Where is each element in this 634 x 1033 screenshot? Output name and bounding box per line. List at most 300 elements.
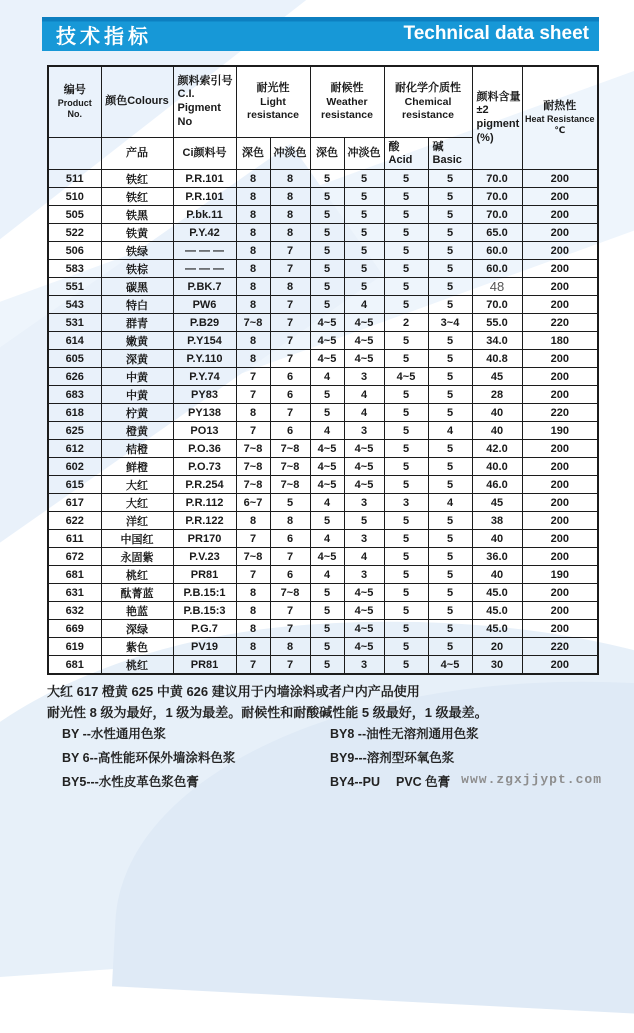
table-cell: 200 <box>522 584 598 602</box>
table-cell: 617 <box>48 494 101 512</box>
table-cell: 5 <box>344 170 384 188</box>
table-cell: 桃红 <box>101 656 173 675</box>
table-cell: PO13 <box>173 422 236 440</box>
table-cell: 5 <box>428 602 472 620</box>
table-cell: 6~7 <box>236 494 270 512</box>
table-row <box>48 656 598 675</box>
table-cell: 7~8 <box>236 476 270 494</box>
table-cell: 5 <box>428 368 472 386</box>
table-cell: 5 <box>428 332 472 350</box>
table-cell: 4 <box>344 296 384 314</box>
col-weather-zh: 耐候性 <box>330 82 364 94</box>
table-cell: 605 <box>48 350 101 368</box>
legend-item: BY5---水性皮革色浆色膏 <box>62 775 199 789</box>
table-cell: 4 <box>344 386 384 404</box>
table-cell: 5 <box>384 332 428 350</box>
legend-row <box>62 748 602 766</box>
technical-data-table <box>47 65 599 675</box>
legend-row <box>62 724 602 742</box>
table-cell: 5 <box>428 530 472 548</box>
subcol-ci-no: Ci颜料号 <box>173 138 236 170</box>
table-cell: 4 <box>310 530 344 548</box>
table-cell: 8 <box>270 188 310 206</box>
table-cell: 铁红 <box>101 188 173 206</box>
legend-item: BY --水性通用色浆 <box>62 727 166 741</box>
table-body <box>48 170 598 675</box>
title-banner <box>42 17 599 51</box>
table-row <box>48 530 598 548</box>
table-cell: 5 <box>428 584 472 602</box>
table-cell: 5 <box>384 440 428 458</box>
table-cell: 7 <box>270 332 310 350</box>
table-cell: 200 <box>522 242 598 260</box>
table-cell: 7 <box>270 602 310 620</box>
table-cell: 7~8 <box>236 440 270 458</box>
col-product-no-zh: 编号 <box>63 83 86 96</box>
table-cell: 200 <box>522 620 598 638</box>
table-cell: 5 <box>310 404 344 422</box>
table-cell: 510 <box>48 188 101 206</box>
table-cell: 铁绿 <box>101 242 173 260</box>
table-cell: 622 <box>48 512 101 530</box>
col-heat-resistance <box>522 66 598 170</box>
table-cell: 200 <box>522 458 598 476</box>
table-cell: 5 <box>384 386 428 404</box>
table-cell: 4 <box>428 494 472 512</box>
col-product-no <box>48 66 101 138</box>
table-cell: 深黄 <box>101 350 173 368</box>
subcol-acid-zh: 酸 <box>388 140 400 153</box>
table-cell: 7 <box>270 350 310 368</box>
table-cell: 大红 <box>101 494 173 512</box>
table-cell: 中黄 <box>101 386 173 404</box>
table-cell: 4~5 <box>384 368 428 386</box>
table-cell: 683 <box>48 386 101 404</box>
table-cell: 5 <box>428 188 472 206</box>
table-cell: 5 <box>384 404 428 422</box>
table-cell: 8 <box>236 512 270 530</box>
table-cell: 5 <box>384 638 428 656</box>
table-cell: 8 <box>236 584 270 602</box>
table-cell: 618 <box>48 404 101 422</box>
table-cell: 200 <box>522 530 598 548</box>
table-cell: 200 <box>522 494 598 512</box>
table-cell: 614 <box>48 332 101 350</box>
table-cell: 5 <box>384 170 428 188</box>
table-cell: 橙黄 <box>101 422 173 440</box>
table-row <box>48 386 598 404</box>
table-cell: 8 <box>270 170 310 188</box>
table-cell: PV19 <box>173 638 236 656</box>
table-cell: 7 <box>236 386 270 404</box>
col-heat-en: Heat Resistance ℃ <box>524 113 595 135</box>
table-cell: 5 <box>384 620 428 638</box>
table-cell: 5 <box>428 476 472 494</box>
col-pigment-content: 颜料含量±2 pigment (%) <box>472 66 522 170</box>
table-cell: P.R.254 <box>173 476 236 494</box>
table-cell: 4~5 <box>344 602 384 620</box>
table-cell: 5 <box>344 278 384 296</box>
subcol-acid <box>384 138 428 170</box>
table-cell: 8 <box>236 242 270 260</box>
table-cell: 200 <box>522 350 598 368</box>
table-cell: P.G.7 <box>173 620 236 638</box>
table-cell: 220 <box>522 404 598 422</box>
table-cell: 4~5 <box>344 476 384 494</box>
table-row <box>48 422 598 440</box>
table-cell: 220 <box>522 314 598 332</box>
table-cell: 6 <box>270 530 310 548</box>
table-cell: P.R.112 <box>173 494 236 512</box>
table-cell: 612 <box>48 440 101 458</box>
table-cell: 桃红 <box>101 566 173 584</box>
table-cell: P.Y.110 <box>173 350 236 368</box>
table-cell: 4~5 <box>428 656 472 675</box>
table-cell: 5 <box>384 584 428 602</box>
table-cell: 8 <box>236 278 270 296</box>
table-cell: 紫色 <box>101 638 173 656</box>
table-cell: 3 <box>344 368 384 386</box>
table-cell: 深绿 <box>101 620 173 638</box>
table-cell: 8 <box>236 350 270 368</box>
table-cell: 200 <box>522 602 598 620</box>
table-cell: 70.0 <box>472 170 522 188</box>
legend-item: BY4--PU PVC 色膏 <box>330 775 451 789</box>
table-cell: 4~5 <box>344 332 384 350</box>
table-cell: 611 <box>48 530 101 548</box>
legend-item: BY9---溶剂型环氧色浆 <box>330 751 455 765</box>
col-chemical-en: Chemical resistance <box>402 95 454 121</box>
table-cell: 5 <box>428 224 472 242</box>
table-cell: 5 <box>310 260 344 278</box>
table-row <box>48 296 598 314</box>
table-row <box>48 404 598 422</box>
table-cell: 5 <box>428 278 472 296</box>
table-cell: 45.0 <box>472 620 522 638</box>
table-cell: 永固紫 <box>101 548 173 566</box>
table-cell: 4~5 <box>344 638 384 656</box>
table-cell: 3 <box>344 656 384 675</box>
table-cell: PR81 <box>173 566 236 584</box>
table-cell: 5 <box>344 188 384 206</box>
table-cell: PR81 <box>173 656 236 675</box>
col-colour: 颜色Colours <box>101 66 173 138</box>
table-cell: 7 <box>236 422 270 440</box>
table-cell: 中黄 <box>101 368 173 386</box>
table-cell: 5 <box>310 296 344 314</box>
table-cell: 5 <box>428 296 472 314</box>
table-cell: 8 <box>236 620 270 638</box>
table-row <box>48 314 598 332</box>
table-cell: 5 <box>428 242 472 260</box>
legend-item: BY8 --油性无溶剂通用色浆 <box>330 727 479 741</box>
table-cell: 5 <box>428 206 472 224</box>
table-row <box>48 206 598 224</box>
table-cell: 5 <box>384 242 428 260</box>
table-cell: 5 <box>344 512 384 530</box>
table-cell: P.O.36 <box>173 440 236 458</box>
table-cell: 8 <box>236 404 270 422</box>
table-cell: 4~5 <box>344 350 384 368</box>
table-cell: 625 <box>48 422 101 440</box>
table-cell: P.Y.74 <box>173 368 236 386</box>
table-cell: — — — <box>173 260 236 278</box>
table-cell: 5 <box>384 260 428 278</box>
col-weather-resistance <box>310 66 384 138</box>
table-cell: 632 <box>48 602 101 620</box>
table-cell: 522 <box>48 224 101 242</box>
table-cell: 40 <box>472 566 522 584</box>
table-cell: 3 <box>384 494 428 512</box>
col-light-en: Light resistance <box>247 95 299 121</box>
table-cell: 5 <box>428 638 472 656</box>
table-row <box>48 458 598 476</box>
table-cell: 4~5 <box>310 314 344 332</box>
table-cell: PW6 <box>173 296 236 314</box>
table-cell: 70.0 <box>472 188 522 206</box>
table-cell: 551 <box>48 278 101 296</box>
table-cell: 4~5 <box>344 458 384 476</box>
table-cell: 70.0 <box>472 206 522 224</box>
table-cell: 8 <box>236 170 270 188</box>
table-cell: 4~5 <box>310 476 344 494</box>
table-cell: 3 <box>344 494 384 512</box>
table-row <box>48 548 598 566</box>
table-row <box>48 224 598 242</box>
table-cell: 铁棕 <box>101 260 173 278</box>
table-row <box>48 566 598 584</box>
table-cell: 200 <box>522 440 598 458</box>
table-row <box>48 476 598 494</box>
table-cell: 5 <box>428 458 472 476</box>
table-cell: 7 <box>270 620 310 638</box>
table-cell: 铁黄 <box>101 224 173 242</box>
table-cell: 8 <box>270 278 310 296</box>
table-cell: 4~5 <box>344 620 384 638</box>
table-cell: 4~5 <box>344 440 384 458</box>
table-cell: 6 <box>270 422 310 440</box>
table-cell: 4~5 <box>310 548 344 566</box>
table-row <box>48 584 598 602</box>
table-row <box>48 350 598 368</box>
table-cell: 5 <box>384 548 428 566</box>
table-cell: 8 <box>270 206 310 224</box>
table-cell: 200 <box>522 296 598 314</box>
table-cell: 505 <box>48 206 101 224</box>
table-cell: 506 <box>48 242 101 260</box>
table-cell: 7 <box>236 368 270 386</box>
col-weather-en: Weather resistance <box>321 95 373 121</box>
subcol-product: 产品 <box>101 138 173 170</box>
table-cell: 5 <box>310 638 344 656</box>
table-cell: 4 <box>344 404 384 422</box>
table-cell: PR170 <box>173 530 236 548</box>
table-cell: 200 <box>522 278 598 296</box>
table-cell: 28 <box>472 386 522 404</box>
table-cell: 8 <box>236 206 270 224</box>
table-cell: 5 <box>428 404 472 422</box>
table-cell: 190 <box>522 422 598 440</box>
table-cell: 大红 <box>101 476 173 494</box>
subcol-dark-1: 深色 <box>236 138 270 170</box>
subcol-blank <box>48 138 101 170</box>
table-cell: 3 <box>344 422 384 440</box>
table-cell: 8 <box>236 224 270 242</box>
table-cell: 4 <box>344 548 384 566</box>
table-cell: 5 <box>428 386 472 404</box>
table-cell: 672 <box>48 548 101 566</box>
table-cell: 特白 <box>101 296 173 314</box>
table-cell: 7~8 <box>236 458 270 476</box>
table-cell: 200 <box>522 368 598 386</box>
table-cell: 7 <box>236 530 270 548</box>
col-chemical-resistance <box>384 66 472 138</box>
table-cell: 60.0 <box>472 242 522 260</box>
table-cell: 34.0 <box>472 332 522 350</box>
table-cell: P.V.23 <box>173 548 236 566</box>
table-cell: 669 <box>48 620 101 638</box>
table-cell: 190 <box>522 566 598 584</box>
table-cell: 5 <box>384 530 428 548</box>
table-cell: 8 <box>236 602 270 620</box>
col-heat-zh: 耐热性 <box>543 99 577 112</box>
table-cell: 6 <box>270 566 310 584</box>
table-cell: 681 <box>48 656 101 675</box>
table-cell: 5 <box>428 260 472 278</box>
table-cell: P.B.15:1 <box>173 584 236 602</box>
table-cell: 3 <box>344 566 384 584</box>
table-cell: 5 <box>384 188 428 206</box>
table-cell: 柠黄 <box>101 404 173 422</box>
table-cell: P.Y154 <box>173 332 236 350</box>
table-cell: 40 <box>472 422 522 440</box>
page-title-zh: 技术指标 <box>56 25 152 48</box>
table-cell: 20 <box>472 638 522 656</box>
table-cell: P.R.101 <box>173 170 236 188</box>
table-cell: 群青 <box>101 314 173 332</box>
table-cell: 嫩黄 <box>101 332 173 350</box>
table-cell: 8 <box>236 188 270 206</box>
table-cell: 200 <box>522 386 598 404</box>
table-cell: P.O.73 <box>173 458 236 476</box>
subcol-basic-zh: 碱 <box>432 140 444 153</box>
table-cell: 艳蓝 <box>101 602 173 620</box>
table-cell: 4~5 <box>344 584 384 602</box>
table-cell: 200 <box>522 206 598 224</box>
table-cell: 65.0 <box>472 224 522 242</box>
table-cell: 4~5 <box>310 350 344 368</box>
table-cell: 45 <box>472 494 522 512</box>
table-cell: 46.0 <box>472 476 522 494</box>
table-cell: 6 <box>270 368 310 386</box>
table-cell: 4~5 <box>310 458 344 476</box>
table-cell: 5 <box>310 656 344 675</box>
table-cell: 4 <box>310 368 344 386</box>
table-cell: P.bk.11 <box>173 206 236 224</box>
table-cell: P.R.122 <box>173 512 236 530</box>
table-cell: 40.8 <box>472 350 522 368</box>
table-row <box>48 602 598 620</box>
table-cell: 38 <box>472 512 522 530</box>
table-cell: 200 <box>522 548 598 566</box>
table-cell: 鲜橙 <box>101 458 173 476</box>
table-cell: 5 <box>384 206 428 224</box>
table-cell: 5 <box>310 620 344 638</box>
table-cell: 5 <box>344 260 384 278</box>
table-cell: 5 <box>310 386 344 404</box>
table-cell: 8 <box>236 332 270 350</box>
table-cell: 5 <box>310 512 344 530</box>
table-cell: 7~8 <box>270 584 310 602</box>
table-row <box>48 494 598 512</box>
table-cell: 40 <box>472 404 522 422</box>
table-cell: 8 <box>270 638 310 656</box>
table-cell: 8 <box>236 638 270 656</box>
table-cell: 631 <box>48 584 101 602</box>
table-cell: 铁黑 <box>101 206 173 224</box>
col-pigment-index: 颜料索引号C.I. Pigment No <box>173 66 236 138</box>
table-cell: 4~5 <box>310 440 344 458</box>
table-row <box>48 638 598 656</box>
table-row <box>48 260 598 278</box>
subcol-basic <box>428 138 472 170</box>
table-row <box>48 188 598 206</box>
table-cell: 200 <box>522 224 598 242</box>
table-cell: 55.0 <box>472 314 522 332</box>
table-cell: 7 <box>270 656 310 675</box>
table-cell: 7 <box>270 260 310 278</box>
table-cell: 602 <box>48 458 101 476</box>
subcol-acid-en: Acid <box>388 153 413 166</box>
table-cell: 7 <box>270 314 310 332</box>
table-cell: 3~4 <box>428 314 472 332</box>
table-header <box>48 66 598 170</box>
table-cell: 5 <box>384 602 428 620</box>
note-line-2: 耐光性 8 级为最好，1 级为最差。耐候性和耐酸碱性能 5 级最好，1 级最差。 <box>47 705 488 721</box>
table-cell: 583 <box>48 260 101 278</box>
table-row <box>48 512 598 530</box>
table-cell: 7~8 <box>236 314 270 332</box>
col-product-no-en: Product No. <box>57 97 92 119</box>
table-cell: PY138 <box>173 404 236 422</box>
table-cell: 5 <box>310 278 344 296</box>
subcol-tint-1: 冲淡色 <box>270 138 310 170</box>
usage-notes <box>47 681 587 724</box>
table-cell: 7 <box>270 242 310 260</box>
table-cell: 7~8 <box>270 458 310 476</box>
table-cell: 8 <box>236 260 270 278</box>
table-cell: 200 <box>522 170 598 188</box>
table-cell: 40 <box>472 530 522 548</box>
table-cell: 5 <box>428 620 472 638</box>
col-light-resistance <box>236 66 310 138</box>
table-cell: 5 <box>344 242 384 260</box>
table-cell: P.B.15:3 <box>173 602 236 620</box>
table-cell: 626 <box>48 368 101 386</box>
table-cell: 45 <box>472 368 522 386</box>
table-cell: 5 <box>310 584 344 602</box>
table-cell: 3 <box>344 530 384 548</box>
table-cell: 5 <box>310 242 344 260</box>
table-cell: 5 <box>310 188 344 206</box>
table-cell: 5 <box>384 656 428 675</box>
table-cell: 200 <box>522 656 598 675</box>
table-cell: 5 <box>428 548 472 566</box>
table-cell: 4 <box>310 566 344 584</box>
table-cell: 5 <box>344 224 384 242</box>
table-cell: 681 <box>48 566 101 584</box>
table-cell: 7~8 <box>270 440 310 458</box>
